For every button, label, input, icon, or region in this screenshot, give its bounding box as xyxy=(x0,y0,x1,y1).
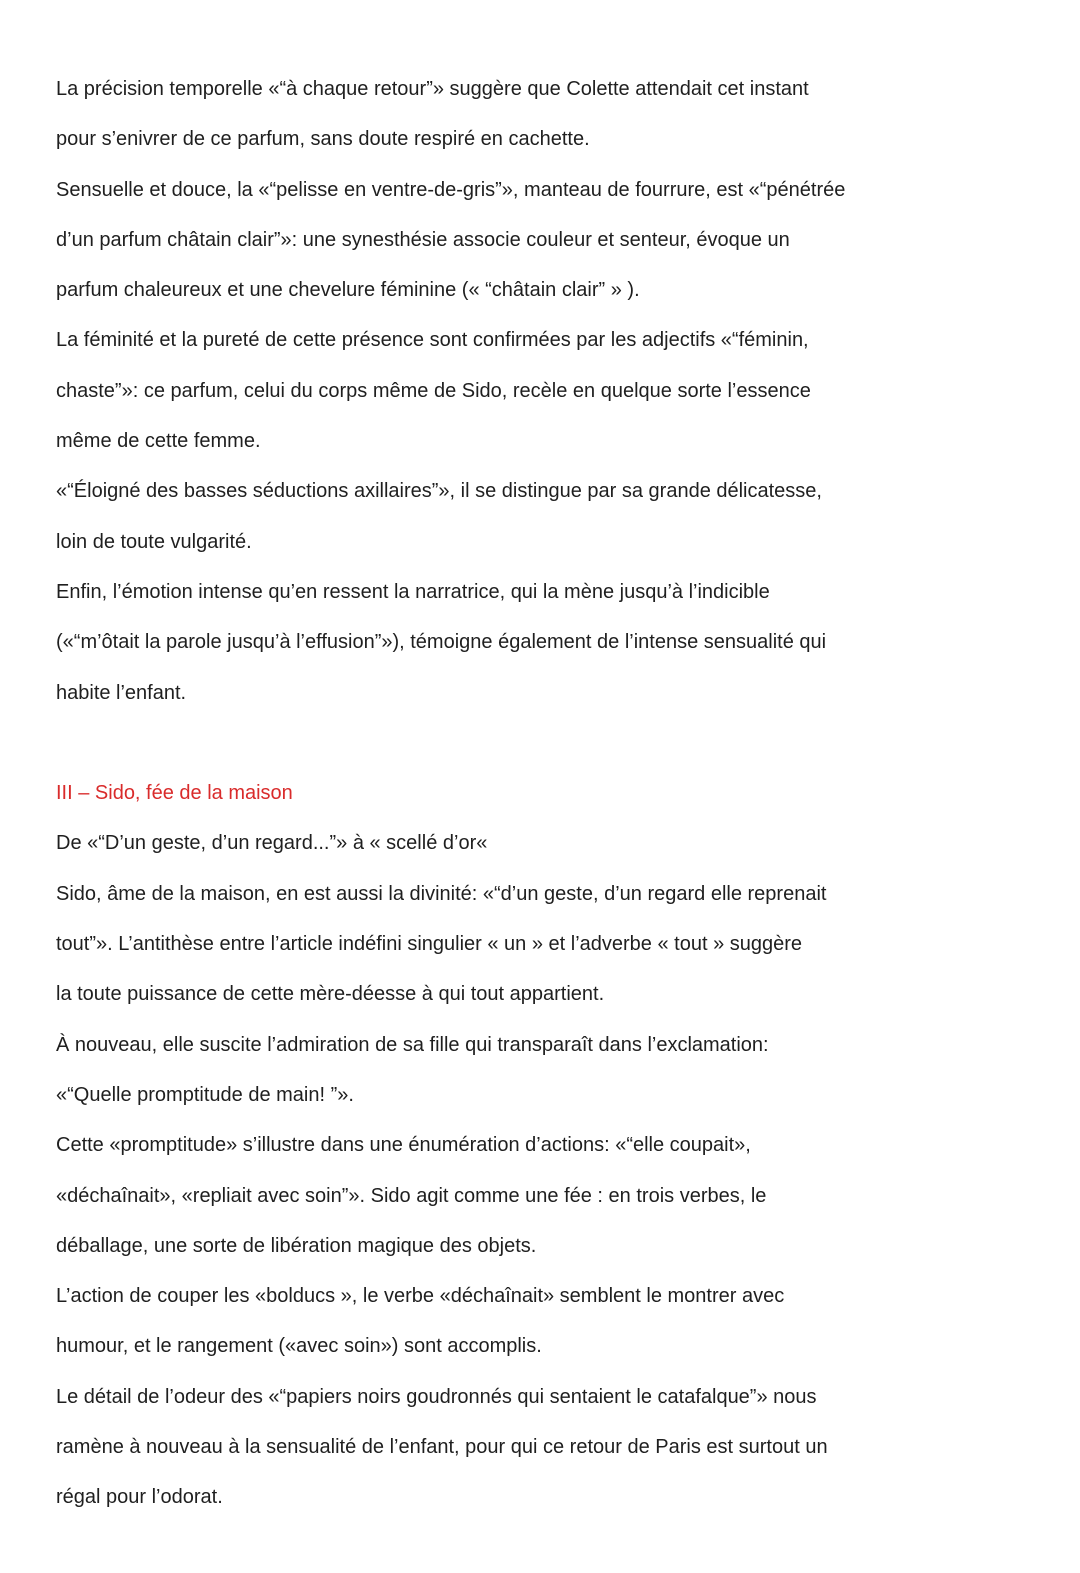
text-line: parfum chaleureux et une chevelure féminine (« “châtain clair” » ). xyxy=(56,279,640,302)
text-line: loin de toute vulgarité. xyxy=(56,530,252,553)
text-line: régal pour l’odorat. xyxy=(56,1486,223,1509)
text-line: d’un parfum châtain clair”»: une synesthésie associe couleur et senteur, évoque un xyxy=(56,228,790,251)
text-line: habite l’enfant. xyxy=(56,681,187,704)
text-line: chaste”»: ce parfum, celui du corps même de Sido, recèle en quelque sorte l’essence xyxy=(56,379,811,402)
section-perfume-analysis xyxy=(56,64,996,718)
section-heading: III – Sido, fée de la maison xyxy=(56,782,293,805)
text-line: ramène à nouveau à la sensualité de l’enfant, pour qui ce retour de Paris est surtout un xyxy=(56,1436,828,1459)
text-line: «“Éloigné des basses séductions axillaires”», il se distingue par sa grande délicatesse, xyxy=(56,480,822,503)
text-line: La féminité et la pureté de cette présence sont confirmées par les adjectifs «“féminin, xyxy=(56,329,809,352)
text-line: Le détail de l’odeur des «“papiers noirs goudronnés qui sentaient le catafalque”» nous xyxy=(56,1385,817,1408)
text-line: Enfin, l’émotion intense qu’en ressent la narratrice, qui la mène jusqu’à l’indicible xyxy=(56,580,770,603)
text-line: humour, et le rangement («avec soin») sont accomplis. xyxy=(56,1335,542,1358)
text-line: («“m’ôtait la parole jusqu’à l’effusion”»), témoigne également de l’intense sensualité qui xyxy=(56,631,827,654)
text-line: «déchaînait», «repliait avec soin”». Sido agit comme une fée : en trois verbes, le xyxy=(56,1184,767,1207)
text-line: À nouveau, elle suscite l’admiration de sa fille qui transparaît dans l’exclamation: xyxy=(56,1033,769,1056)
text-line: Sensuelle et douce, la «“pelisse en ventre-de-gris”», manteau de fourrure, est «“pénétrée xyxy=(56,178,846,201)
document-page xyxy=(56,64,996,1523)
text-line: De «“D’un geste, d’un regard...”» à « scellé d’or« xyxy=(56,832,488,855)
text-line: La précision temporelle «“à chaque retour”» suggère que Colette attendait cet instant xyxy=(56,78,809,100)
text-line: la toute puissance de cette mère-déesse à qui tout appartient. xyxy=(56,983,605,1006)
text-line: même de cette femme. xyxy=(56,430,261,453)
text-line: tout”». L’antithèse entre l’article indéfini singulier « un » et l’adverbe « tout » suggère xyxy=(56,933,803,956)
text-line: déballage, une sorte de libération magique des objets. xyxy=(56,1234,537,1257)
text-line: Cette «promptitude» s’illustre dans une énumération d’actions: «“elle coupait», xyxy=(56,1134,751,1157)
text-line: Sido, âme de la maison, en est aussi la divinité: «“d’un geste, d’un regard elle reprenait xyxy=(56,882,827,905)
section-sido-fairy xyxy=(56,768,996,1522)
section-spacer xyxy=(56,718,996,768)
text-line: L’action de couper les «bolducs », le verbe «déchaînait» semblent le montrer avec xyxy=(56,1285,785,1308)
text-line: «“Quelle promptitude de main! ”». xyxy=(56,1083,354,1106)
text-line: pour s’enivrer de ce parfum, sans doute respiré en cachette. xyxy=(56,128,590,151)
